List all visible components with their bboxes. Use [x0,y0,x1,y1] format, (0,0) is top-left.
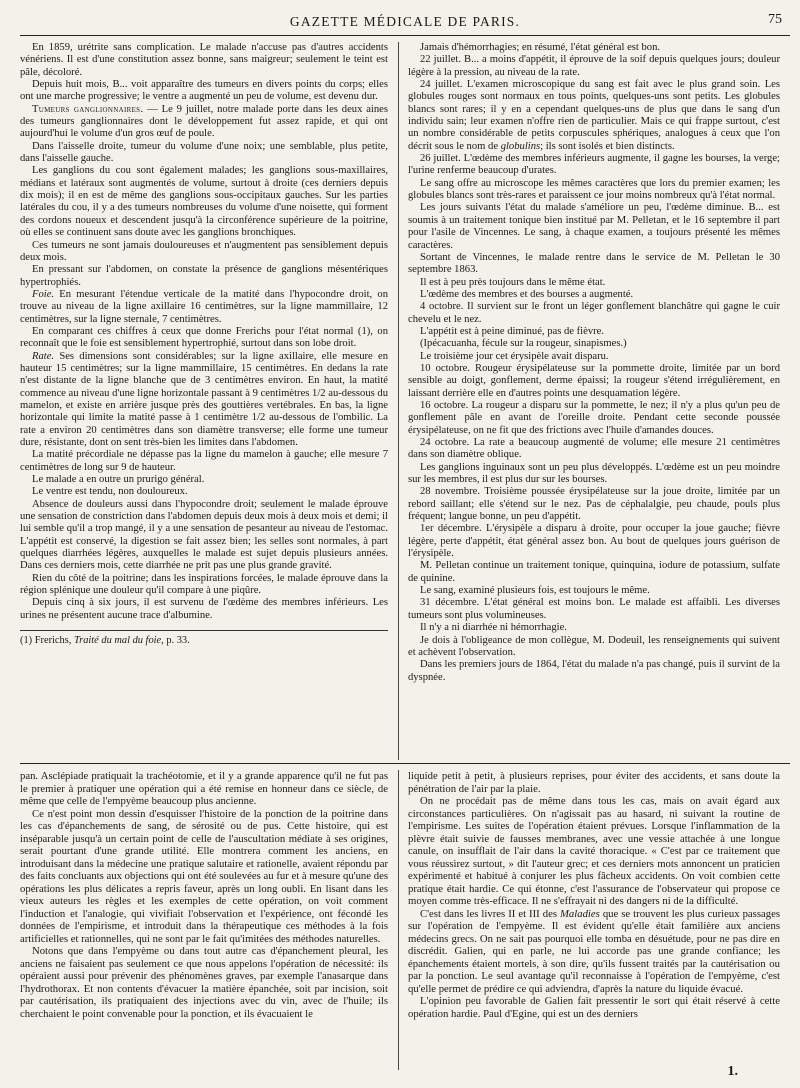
sheet-signature: 1. [727,1064,738,1079]
paragraph: 4 octobre. Il survient sur le front un léger gonflement blanchâtre qui gagne le cuir chevelu et le nez. [408,301,780,325]
paragraph: Le troisième jour cet érysipèle avait disparu. [420,350,609,362]
paragraph: 28 novembre. Troisième poussée érysipélateuse sur la joue droite, limitée par un rebord saillant; elle s'étend sur le nez. Pas de céphalalgie, peu chaude, pouls plus fréquent; langue bonne, un peu d'appétit. [408,486,780,523]
paragraph: (Ipécacuanha, fécule sur la rougeur, sinapismes.) [420,338,627,350]
paragraph [20,289,388,326]
paragraph-text: En mesurant l'étendue verticale de la matité dans l'hypocondre droit, on trouve au niveau de la ligne axillaire 16 centimètres, sur la ligne mammillaire, 12 centimètres, sur la ligne sternale, 7 centimètres. [20,288,388,325]
paragraph [408,79,780,153]
paragraph: Depuis huit mois, B... voit apparaître des tumeurs en divers points du corps; elles ont une marche progressive; le ventre a augmenté un peu de volume, est devenu dur. [20,79,388,103]
footnote [20,635,388,647]
paragraph: Il est à peu près toujours dans le même état. [420,276,606,288]
paragraph: En pressant sur l'abdomen, on constate la présence de ganglions mésentériques hypertrophiés. [20,264,388,288]
paragraph: 31 décembre. L'état général est moins bon. Le malade est affaibli. Les diverses tumeurs sont plus volumineuses. [408,597,780,621]
paragraph: Je dois à l'obligeance de mon collègue, M. Dodeuil, les renseignements qui suivent et achèvent l'observation. [408,634,780,658]
lead-label: Foie. [32,288,55,300]
paragraph: Jamais d'hémorrhagies; en résumé, l'état général est bon. [420,42,661,53]
paragraph: Ce n'est point mon dessin d'esquisser l'histoire de la ponction de la poitrine dans les cas d'épanchements de sang, de sérosité ou de pus. Cette histoire, qui est inséparable jusqu'à un certain point de celle de l'auscultation médiate à ses origines, serait pourtant d'une grande utilité. Elle montrera comment les anciens, en introduisant dans la médecine une pratique salutaire et rationelle, avaient répondu par des faits concluants aux objections qui ont été soulevées au fur et à mesure qu'une des opérations les plus délicates a repris faveur, après un long oubli. En lisant dans les vieux auteurs les règles et les exemples de cette opération, on voit comment l'induction et l'analogie, qui vivifiait l'observation et l'expérience, ont fécondé les données de l'empirisme, et introduit dans la thérapeutique ces méthodes à la fois artificielles et rationnelles, qui ne sont par le fait qu'imitées des méthodes naturelles. [20,807,388,945]
paragraph: Rien du côté de la poitrine; dans les inspirations forcées, le malade éprouve dans la région splénique une douleur qu'il compare à une piqûre. [20,572,388,597]
paragraph: Dans l'aisselle droite, tumeur du volume d'une noix; une semblable, plus petite, dans l'aisselle gauche. [20,140,388,165]
paragraph: Sortant de Vincennes, le malade rentre dans le service de M. Pelletan le 30 septembre 1863. [408,251,780,276]
column-divider [398,42,399,760]
paragraph: 26 juillet. L'œdème des membres inférieurs augmente, il gagne les bourses, la verge; l'urine renferme beaucoup d'urates. [408,153,780,177]
paragraph: Les jours suivants l'état du malade s'améliore un peu, l'œdème diminue. B... est soumis à un traitement tonique bien institué par M. Pelletan, et le 16 septembre il part pour l'asile de Vincennes. Le sang, à chaque examen, a toujours présenté les mêmes caractères. [408,202,780,251]
paragraph: Le sang offre au microscope les mêmes caractères que lors du premier examen; les globules blancs sont très-rares et paraissent ce jour moins nombreux qu'à l'état normal. [408,177,780,202]
lower-left-column [20,770,388,1070]
paragraph-text: que se trouvent les plus curieux passages sur l'opération de l'empyème. Il est évident qu'elle était familière aux anciens médecins grecs. On ne sait pas pourquoi elle tomba en désuétude, pour ne pas dire en discrédit. Galien, qui en parle, ne lui accorde pas une grande confiance; les épanchements étaient mortels, à son dire, qu'ils fussent traités par la cautérisation ou par la ponction. Le seul avantage qu'il reconnaisse à l'opération de l'empyème, c'est qu'elle permet de prédire ce qui adviendra, d'après la nature du liquide évacué. [408,907,780,995]
upper-right-column [408,42,780,760]
clinical-observation-section [20,42,790,760]
page-number: 75 [768,12,782,27]
paragraph: Le ventre est tendu, non douloureux. [32,486,188,498]
section-divider [20,763,790,764]
paragraph: liquide petit à petit, à plusieurs reprises, pour éviter des accidents, et sans doute la pénétration de l'air par la plaie. [408,770,780,795]
paragraph [408,908,780,996]
paragraph: En comparant ces chiffres à ceux que donne Frerichs pour l'état normal (1), on reconnaît que le foie est sensiblement hypertrophié, surtout dans son lobe droit. [20,325,388,350]
paragraph: On ne procédait pas de même dans tous les cas, mais on avait égard aux circonstances particulières. On n'agissait pas au hasard, ni suivant la routine de l'empirisme. Les suites de l'opération étaient prévues. Lorsque l'inflammation de la plèvre était suivie de fausses membranes, avec une vessie attachée à une longue canule, on insufflait de l'air dans la cavité thoracique. « C'est par ce traitement que vous réussirez surtout, » dit l'auteur grec; et ces derniers mots annoncent un praticien expérimenté et habitué à conjurer les plus fâcheux accidents. On voit combien cette pratique était hardie. Ce qui étonne, c'est l'assurance de l'observateur qui propose ce moyen comme très-efficace. Il ne s'effrayait ni des dangers ni de la difficulté. [408,795,780,907]
lead-label: Rate. [32,350,55,362]
paragraph: La matité précordiale ne dépasse pas la ligne du mamelon à gauche; elle mesure 7 centimètres de long sur 9 de hauteur. [20,449,388,473]
footnote-prefix: (1) Frerichs, [20,635,74,647]
paragraph: L'appétit est à peine diminué, pas de fièvre. [420,325,604,337]
paragraph: 1er décembre. L'érysipèle a disparu à droite, pour occuper la joue gauche; fièvre légère, perte d'appétit, état général assez bon. Au bout de quelques jours guérison de l'érysipèle. [408,523,780,560]
paragraph: Il n'y a ni diarrhée ni hémorrhagie. [420,622,567,634]
paragraph-text: — Le 9 juillet, notre malade porte dans les deux aines des tumeurs ganglionnaires dont le développement fut assez rapide, et qui ont aujourd'hui le volume d'un gros œuf de poule. [20,103,388,140]
footnote-title: Traité du mal du foie [73,635,162,647]
paragraph: 10 octobre. Rougeur érysipélateuse sur la pommette droite, limitée par un bord sensible au doigt, gonflement, derme épaissi; la rougeur s'étend irrégulièrement, en laissant derrière elle en d'autres points une desquamation légère. [408,362,780,399]
page-header [20,8,790,36]
footnote-suffix: , p. 33. [161,635,190,647]
paragraph: En 1859, urétrite sans complication. Le malade n'accuse pas d'autres accidents vénériens. Il est d'une constitution assez bonne, sans maigreur; seulement le teint est pâle, décoloré. [20,42,388,78]
paragraph-text: Ses dimensions sont considérables; sur la ligne axillaire, elle mesure en hauteur 15 centimètres; sur la ligne mammillaire, 15 centimètres. En dedans la rate n'est distante de la ligne blanche que de 3 centimètres environ. En haut, la matité commence au niveau d'une ligne horizontale passant à 9 centimètres 1/2 au-dessous du mamelon, et existe en arrière jusque près des gouttières vertébrales. En bas, la ligne horizontale qui limite la matité passe à 1 centimètre 1/2 au-dessous de l'ombilic. La rate a environ 20 centimètres dans son diamètre transverse; elle forme une tumeur dure, résistante, dont on sent très-bien les limites dans l'abdomen. [20,350,388,448]
paragraph: Le malade a en outre un prurigo général. [32,474,205,486]
paragraph: Ces tumeurs ne sont jamais douloureuses et n'augmentent pas sensiblement depuis deux mois. [20,239,388,263]
paragraph: Depuis cinq à six jours, il est survenu de l'œdème des membres inférieurs. Les urines ne présentent aucune trace d'albumine. [20,597,388,621]
paragraph: 24 octobre. La rate a beaucoup augmenté de volume; elle mesure 21 centimètres dans son diamètre oblique. [408,437,780,461]
footnote-rule [20,630,388,631]
lower-right-column [408,770,780,1070]
newspaper-page [20,8,790,1082]
feuilleton-section [20,770,790,1070]
paragraph: Les ganglions du cou sont également malades; les ganglions sous-maxillaires, médians et latéraux sont augmentés de volume, surtout à droite (ces derniers depuis dix mois); il en est de même des ganglions sous-occipitaux gauches. Sur les parties latérales du cou, il y a des tumeurs nombreuses du volume d'une noisette, qui forment des cordons noueux et descendent jusqu'à la circonférence supérieure de la poitrine, où elles se continuent sans doute avec les ganglions bronchiques. [20,165,388,239]
paragraph: Le sang, examiné plusieurs fois, est toujours le même. [420,585,650,597]
paragraph: Absence de douleurs aussi dans l'hypocondre droit; seulement le malade éprouve une sensation de constriction dans l'abdomen depuis deux mois à deux mois et demi; il lui semble qu'il a trop mangé, il y a une sensation de pesanteur au niveau de l'estomac. L'appétit est conservé, la digestion se fait assez bien; les selles sont normales, à part quelques diarrhées légères, auxquelles le malade est sujet depuis plusieurs années. Dans ces derniers mois, cette diarrhée ne prit pas une plus grande gravité. [20,498,388,572]
term-maladies: Maladies [560,907,600,920]
paragraph-text: 24 juillet. L'examen microscopique du sang est fait avec le plus grand soin. Les globules rouges sont normaux en tous points, quelques-uns sont petits. Les globules blancs sont rares; il y en a cependant quelques-uns de plus que dans le sang d'un individu sain; leur examen n'offre rien de particulier. Mais ce qui frappe surtout, c'est un nombre considérable de petits corpuscules sphériques, analogues à ceux que l'on décrit sous le nom de [408,79,780,152]
paragraph: Notons que dans l'empyème ou dans tout autre cas d'épanchement pleural, les anciens ne faisaient pas seulement ce que nous appelons l'opération de nécessité: ils opéraient aussi pour prévenir des phénomènes graves, par exemple l'anasarque dans l'hydrothorax. Et non contents d'évacuer la matière épanchée, soit par incision, soit par cautérisation, ils pratiquaient des injections avec du vin, avec de l'huile; ils cherchaient le point convenable pour la ponction, et ils évacuaient le [20,945,388,1020]
column-divider [398,770,399,1070]
paragraph: 22 juillet. B... a moins d'appétit, il éprouve de la soif depuis quelques jours; douleur légère à la pression, au niveau de la rate. [408,54,780,78]
paragraph: 16 octobre. La rougeur a disparu sur la pommette, le nez; il n'y a plus qu'un peu de gonflement pâle en avant de l'oreille droite. Pendant cette seconde poussée érysipélateuse, on ne fit que des frictions avec l'huile d'amandes douces. [408,399,780,436]
paragraph: pan. Asclépiade pratiquait la trachéotomie, et il y a grande apparence qu'il ne fut pas le premier à pratiquer une opération qui a été remise en honneur dans ce siècle, de même que celle de l'empyème beaucoup plus ancienne. [20,770,388,807]
paragraph: M. Pelletan continue un traitement tonique, quinquina, iodure de potassium, sulfate de quinine. [408,560,780,584]
paragraph [20,351,388,450]
paragraph: Dans les premiers jours de 1864, l'état du malade n'a pas changé, puis il survint de la dyspnée. [408,659,780,683]
lead-label: Tumeurs ganglionnaires. [32,103,144,115]
paragraph [20,104,388,141]
upper-left-column [20,42,388,760]
paragraph-text: C'est dans les livres II et III des [420,907,557,920]
paragraph: L'opinion peu favorable de Galien fait pressentir le sort qui était réservé à cette opération hardie. Paul d'Egine, qui est un des derniers [408,995,780,1020]
header-rule [20,35,790,36]
paragraph-text: ; ils sont isolés et bien distincts. [540,140,675,152]
term-globulins: globulins [500,140,541,152]
paragraph: L'œdème des membres et des bourses a augmenté. [420,288,634,300]
paragraph: Les ganglions inguinaux sont un peu plus développés. L'œdème est un peu moindre sur les membres, il est plus dur sur les bourses. [408,461,780,486]
journal-title: GAZETTE MÉDICALE DE PARIS. [289,14,521,29]
